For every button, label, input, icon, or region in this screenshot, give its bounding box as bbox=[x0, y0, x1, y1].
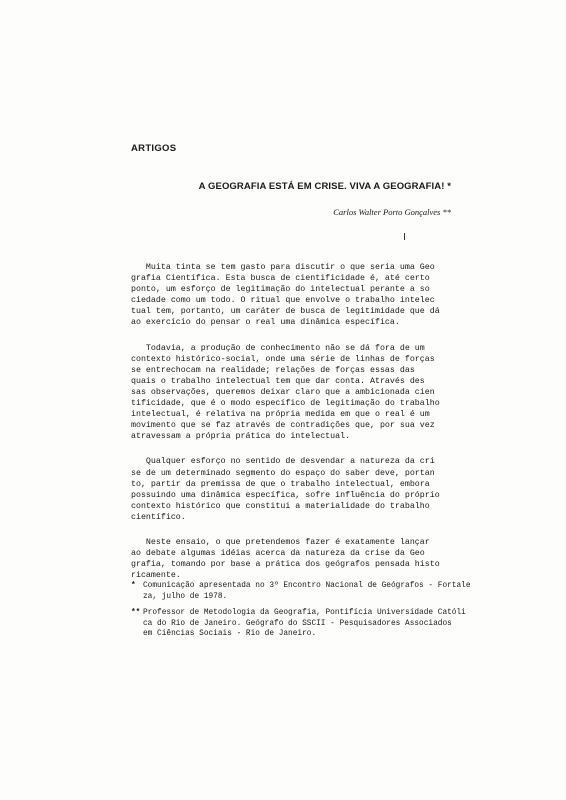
text-line: za, julho de 1978. bbox=[143, 592, 228, 601]
footnote-1 bbox=[131, 581, 471, 602]
text-line: Qualquer esforço no sentido de desvendar a natureza da cri bbox=[131, 457, 435, 467]
text-line: contexto histórico que constitui a materialidade do trabalho bbox=[131, 501, 430, 511]
text-line: ao debate algumas idéias acerca da natureza da crise da Geo bbox=[131, 549, 425, 559]
text-line: grafia, tomando por base a prática dos geógrafos pensada histo bbox=[131, 560, 440, 570]
paragraph-2 bbox=[131, 343, 453, 443]
footnote-text bbox=[143, 608, 466, 640]
text-line: ricamente. bbox=[131, 571, 181, 581]
section-label: ARTIGOS bbox=[131, 143, 177, 154]
paragraph-1 bbox=[131, 262, 453, 329]
text-line: Todavia, a produção de conhecimento não se dá fora de um bbox=[131, 343, 425, 353]
text-line: ao exercício do pensar o real uma dinâmica específica. bbox=[131, 318, 400, 328]
text-line: ciedade como um todo. O ritual que envolve o trabalho intelec bbox=[131, 296, 435, 306]
text-line: se entrechocam na realidade; relações de forças essas das bbox=[131, 365, 415, 375]
text-line: contexto histórico-social, onde uma série de linhas de forças bbox=[131, 354, 435, 364]
text-line: tual tem, portanto, um caráter de busca de legitimidade que dá bbox=[131, 307, 440, 317]
footnote-2 bbox=[131, 608, 466, 640]
footnote-marker: * bbox=[131, 582, 136, 590]
footnote-marker: ** bbox=[131, 609, 141, 618]
footnote-text bbox=[143, 581, 471, 602]
text-line: Muita tinta se tem gasto para discutir o que seria uma Geo bbox=[131, 263, 435, 272]
paragraph-3 bbox=[131, 456, 453, 523]
text-line: quais o trabalho intelectual tem que dar conta. Através des bbox=[131, 376, 425, 386]
text-line: ca do Rio de Janeiro. Geógrafo do SSCII - Pesquisadores Associados bbox=[143, 619, 452, 628]
text-line: sas observações, queremos deixar claro que a ambicionada cien bbox=[131, 387, 435, 397]
text-line: grafia Científica. Esta busca de cientificidade é, até certo bbox=[131, 274, 430, 284]
text-line: se de um determinado segmento do espaço do saber deve, portan bbox=[131, 468, 435, 478]
article-author: Carlos Walter Porto Gonçalves ** bbox=[333, 207, 451, 217]
footnotes bbox=[131, 581, 471, 646]
text-line: Comunicação apresentada no 3º Encontro Nacional de Geógrafos - Fortale bbox=[143, 582, 471, 590]
text-line: Professor de Metodologia da Geografia, Pontifícia Universidade Católi bbox=[143, 609, 466, 618]
text-line: científico. bbox=[131, 512, 186, 522]
tick-mark bbox=[404, 233, 405, 240]
text-line: to, partir da premissa de que o trabalho intelectual, embora bbox=[131, 479, 430, 489]
text-line: em Ciências Sociais - Rio de Janeiro. bbox=[143, 630, 317, 639]
paragraph-4 bbox=[131, 537, 453, 581]
text-line: ponto, um esforço de legitimação do intelectual perante a so bbox=[131, 285, 430, 295]
text-line: intelectual, é relativa na própria medida em que o real é um bbox=[131, 410, 430, 420]
text-line: possuindo uma dinâmica específica, sofre influência do próprio bbox=[131, 490, 440, 500]
text-line: tificidade, que é o modo específico de legitimação do trabalho bbox=[131, 399, 440, 409]
article-body bbox=[131, 262, 453, 595]
text-line: movimento que se faz através de contradições que, por sua vez bbox=[131, 421, 435, 431]
text-line: Neste ensaio, o que pretendemos fazer é exatamente lançar bbox=[131, 537, 430, 547]
article-title: A GEOGRAFIA ESTÁ EM CRISE. VIVA A GEOGRAFIA! * bbox=[198, 181, 451, 192]
text-line: atravessam a própria prática do intelectual. bbox=[131, 432, 351, 442]
